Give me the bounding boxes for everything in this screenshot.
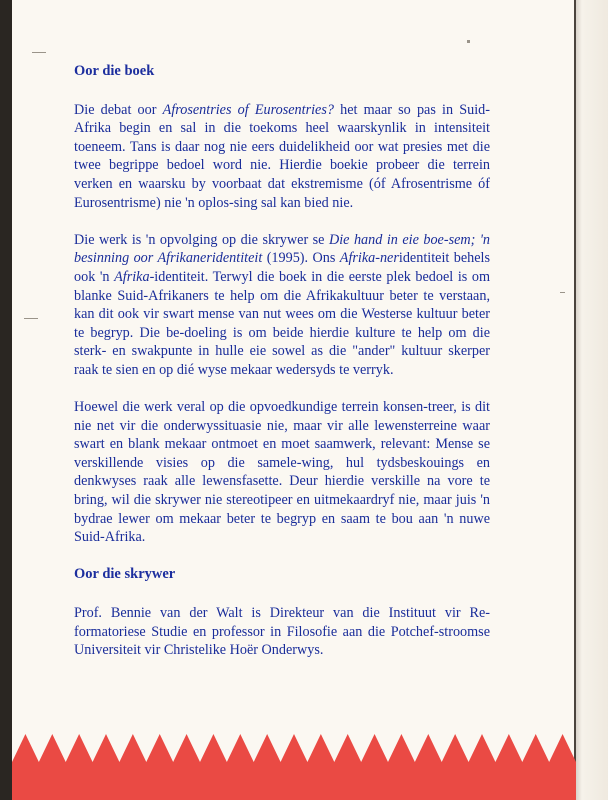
text-run: -identiteit. Terwyl die boek in die eerste plek bedoel is om blanke Suid-Afrikaners te help om die Afrikakultuur beter te verstaan, kan dit ook vir swart mense van nut wees om die Westerse kultuur beter te begryp. Die be-doeling is om beide hierdie kulture te help om die sterk- en swakpunte in hulle eie sowel as die "ander" kultuur skerper raak te sien en op dié wyse mekaar wedersyds te verryk.: [74, 268, 490, 378]
paragraph-about-author: Prof. Bennie van der Walt is Direkteur van die Instituut vir Re-formatoriese Studie en professor in Filosofie aan die Potchef-stroomse Universiteit vir Christelike Hoër Onderwys.: [74, 605, 490, 659]
heading-about-author: Oor die skrywer: [74, 566, 176, 583]
speck: [32, 52, 46, 53]
text-run: het maar so pas in Suid-Afrika begin en sal in die toekoms heel waarskynlik in intensiteit toeneem. Tans is daar nog nie eers duidelikheid oor wat presies met die twee begrippe bedoel word nie. Hierdie boekie probeer die terrein verken en waarsku by voorbaat dat ekstremisme (óf Afrosentrisme óf Eurosentrisme) nie 'n oplos-sing sal kan bied nie.: [74, 101, 490, 211]
italic-term: Afrika: [114, 268, 150, 285]
italic-term: Afrika-ner: [339, 250, 399, 267]
paragraph-about-book-3: Hoewel die werk veral op die opvoedkundige terrein konsen-treer, is dit nie net vir die onderwyssituasie nie, maar vir alle lewensterreine waar swart en blank mekaar ontmoet en moet saamwerk, relevant: Mense se verskillende visies op die samele-wing, hul tydsbeskouings en denkwyses raak alle lewensfasette. Deur hierdie verskille na vore te bring, wil die skrywer nie stereotipeer en uitmekaardryf nie, maar juis 'n bydrae lewer om mekaar beter te begryp en saam te bou aan 'n nuwe Suid-Afrika.: [74, 399, 490, 546]
speck: [467, 40, 470, 43]
blurb-content: [74, 62, 490, 678]
text-run: (1995). Ons: [262, 250, 340, 267]
speck: [560, 292, 565, 293]
back-cover-page: [12, 0, 576, 800]
heading-about-book: Oor die boek: [74, 63, 155, 79]
text-run: Die werk is 'n opvolging op die skrywer se: [74, 231, 329, 248]
book-title-italic: Afrosentries of Eurosentries?: [162, 101, 334, 118]
paragraph-about-book-1: [74, 101, 490, 213]
speck: [24, 318, 38, 319]
text-run: identiteit behels ook 'n: [74, 250, 490, 285]
page-shadow: [576, 0, 608, 800]
paragraph-about-book-2: [74, 231, 490, 380]
text-run: Die debat oor: [74, 101, 163, 118]
previous-book-title-italic: Die hand in eie boe-sem; 'n besinning oor Afrikaneridentiteit: [74, 231, 490, 267]
zigzag-border: [12, 720, 576, 800]
